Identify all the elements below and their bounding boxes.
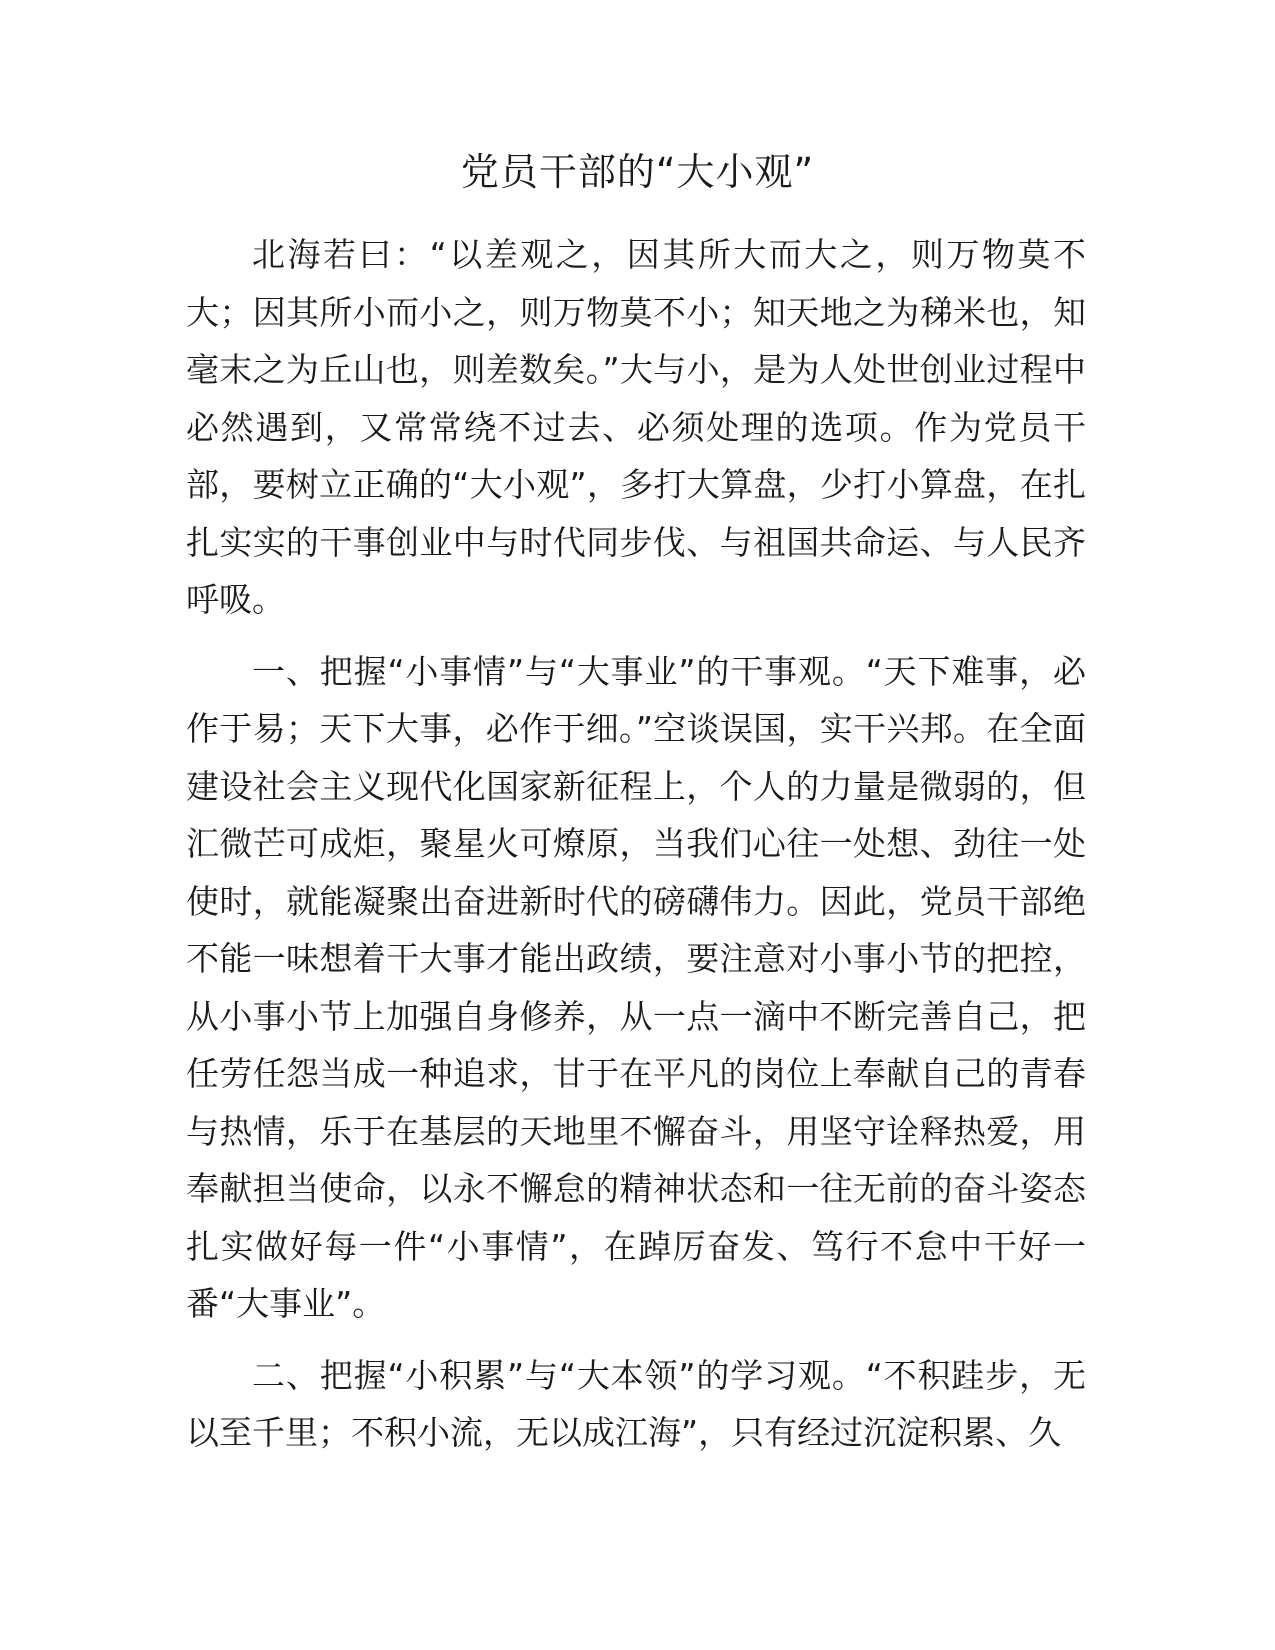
paragraph-intro: 北海若曰：“以差观之，因其所大而大之，则万物莫不大；因其所小而小之，则万物莫不小；知天地之为稊米也，知毫末之为丘山也，则差数矣。”大与小，是为人处世创业过程中必然遇到，又常常绕不过去、必须处理的选项。作为党员干部，要树立正确的“大小观”，多打大算盘，少打小算盘，在扎扎实实的干事创业中与时代同步伐、与祖国共命运、与人民齐呼吸。 [186,235,1086,619]
paragraph-section-one: 一、把握“小事情”与“大事业”的干事观。“天下难事，必作于易；天下大事，必作于细。”空谈误国，实干兴邦。在全面建设社会主义现代化国家新征程上，个人的力量是微弱的，但汇微芒可成炬，聚星火可燎原，当我们心往一处想、劲往一处使时，就能凝聚出奋进新时代的磅礴伟力。因此，党员干部绝不能一味想着干大事才能出政绩，要注意对小事小节的把控，从小事小节上加强自身修养，从一点一滴中不断完善自己，把任劳任怨当成一种追求，甘于在平凡的岗位上奉献自己的青春与热情，乐于在基层的天地里不懈奋斗，用坚守诠释热爱，用奉献担当使命，以永不懈怠的精神状态和一往无前的奋斗姿态扎实做好每一件“小事情”，在踔厉奋发、笃行不怠中干好一番“大事业”。 [186,651,1086,1323]
paragraph-section-two: 二、把握“小积累”与“大本领”的学习观。“不积跬步，无以至千里；不积小流，无以成江海”，只有经过沉淀积累、久 [186,1355,1086,1452]
document-body [186,226,1086,1476]
document-title: 党员干部的“大小观” [460,150,815,194]
